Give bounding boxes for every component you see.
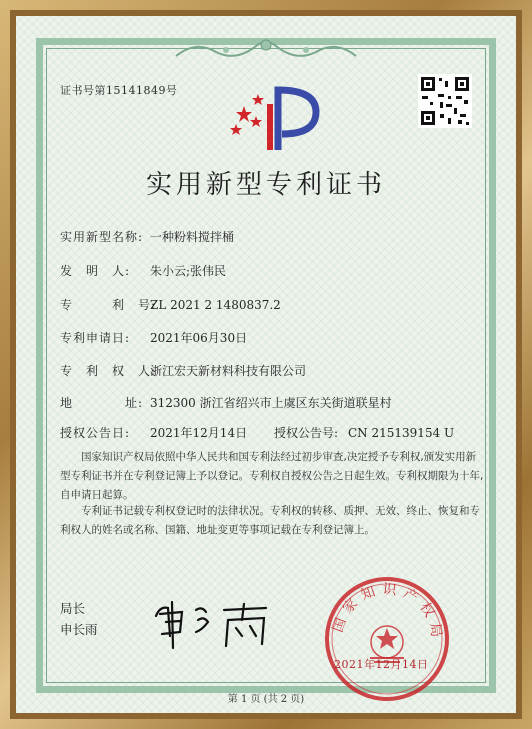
field-value: 2021年06月30日 [150, 331, 248, 345]
certificate-title: 实用新型专利证书 [145, 170, 386, 200]
signature-block [60, 598, 98, 640]
field-value: 312300 浙江省绍兴市上虞区东关街道联星村 [150, 396, 392, 410]
field-value: 浙江宏天新材料科技有限公司 [150, 364, 307, 378]
field-label: 专 利 号: [60, 298, 157, 312]
field-label: 发 明 人: [60, 264, 131, 278]
field-value: 朱小云;张伟民 [150, 264, 227, 278]
official-seal-icon [320, 572, 454, 706]
field-label: 地 址: [60, 396, 144, 410]
field-value: 一种粉料搅拌桶 [150, 230, 235, 244]
field-patent-number [60, 296, 281, 313]
cnipa-logo-icon [230, 80, 320, 152]
field-patentee [60, 362, 306, 379]
handwritten-signature-icon [146, 586, 286, 656]
top-ornament-icon [166, 36, 366, 62]
field-inventor [60, 262, 226, 279]
field-application-date [60, 329, 247, 346]
field-label: 专利申请日: [60, 331, 131, 345]
certificate-number: 证书号第15141849号 [60, 84, 178, 97]
body-paragraph-2: 专利证书记载专利权登记时的法律状况。专利权的转移、质押、无效、终止、恢复和专利权人的姓名或名称、国籍、地址变更等事项记载在专利登记簿上。 [60, 505, 480, 536]
field-grant [60, 424, 454, 441]
grant-date-value: 2021年12月14日 [150, 426, 248, 440]
body-paragraph-1: 国家知识产权局依照中华人民共和国专利法经过初步审查,决定授予专利权,颁发实用新型专利证书并在专利登记簿上予以登记。专利权自授权公告之日起生效。专利权期限为十年,自申请日起算。 [60, 451, 484, 501]
signature-name: 申长雨 [60, 622, 98, 637]
field-address [60, 394, 392, 411]
field-patent-name [60, 228, 234, 245]
field-label: 专 利 权 人: [60, 364, 157, 378]
field-value: ZL 2021 2 1480837.2 [150, 298, 281, 312]
certificate-paper [16, 16, 516, 713]
seal-text: 国家知识产权局 [330, 581, 445, 644]
grant-number-value: CN 215139154 U [348, 426, 455, 440]
qr-code-icon [418, 74, 472, 128]
signature-title: 局长 [60, 601, 86, 616]
seal-date: 2021年12月14日 [334, 658, 429, 671]
grant-date-label: 授权公告日: [60, 426, 131, 440]
grant-number-label: 授权公告号: [274, 426, 339, 440]
page-number: 第 1 页 (共 2 页) [227, 694, 305, 705]
field-label: 实用新型名称: [60, 230, 144, 244]
